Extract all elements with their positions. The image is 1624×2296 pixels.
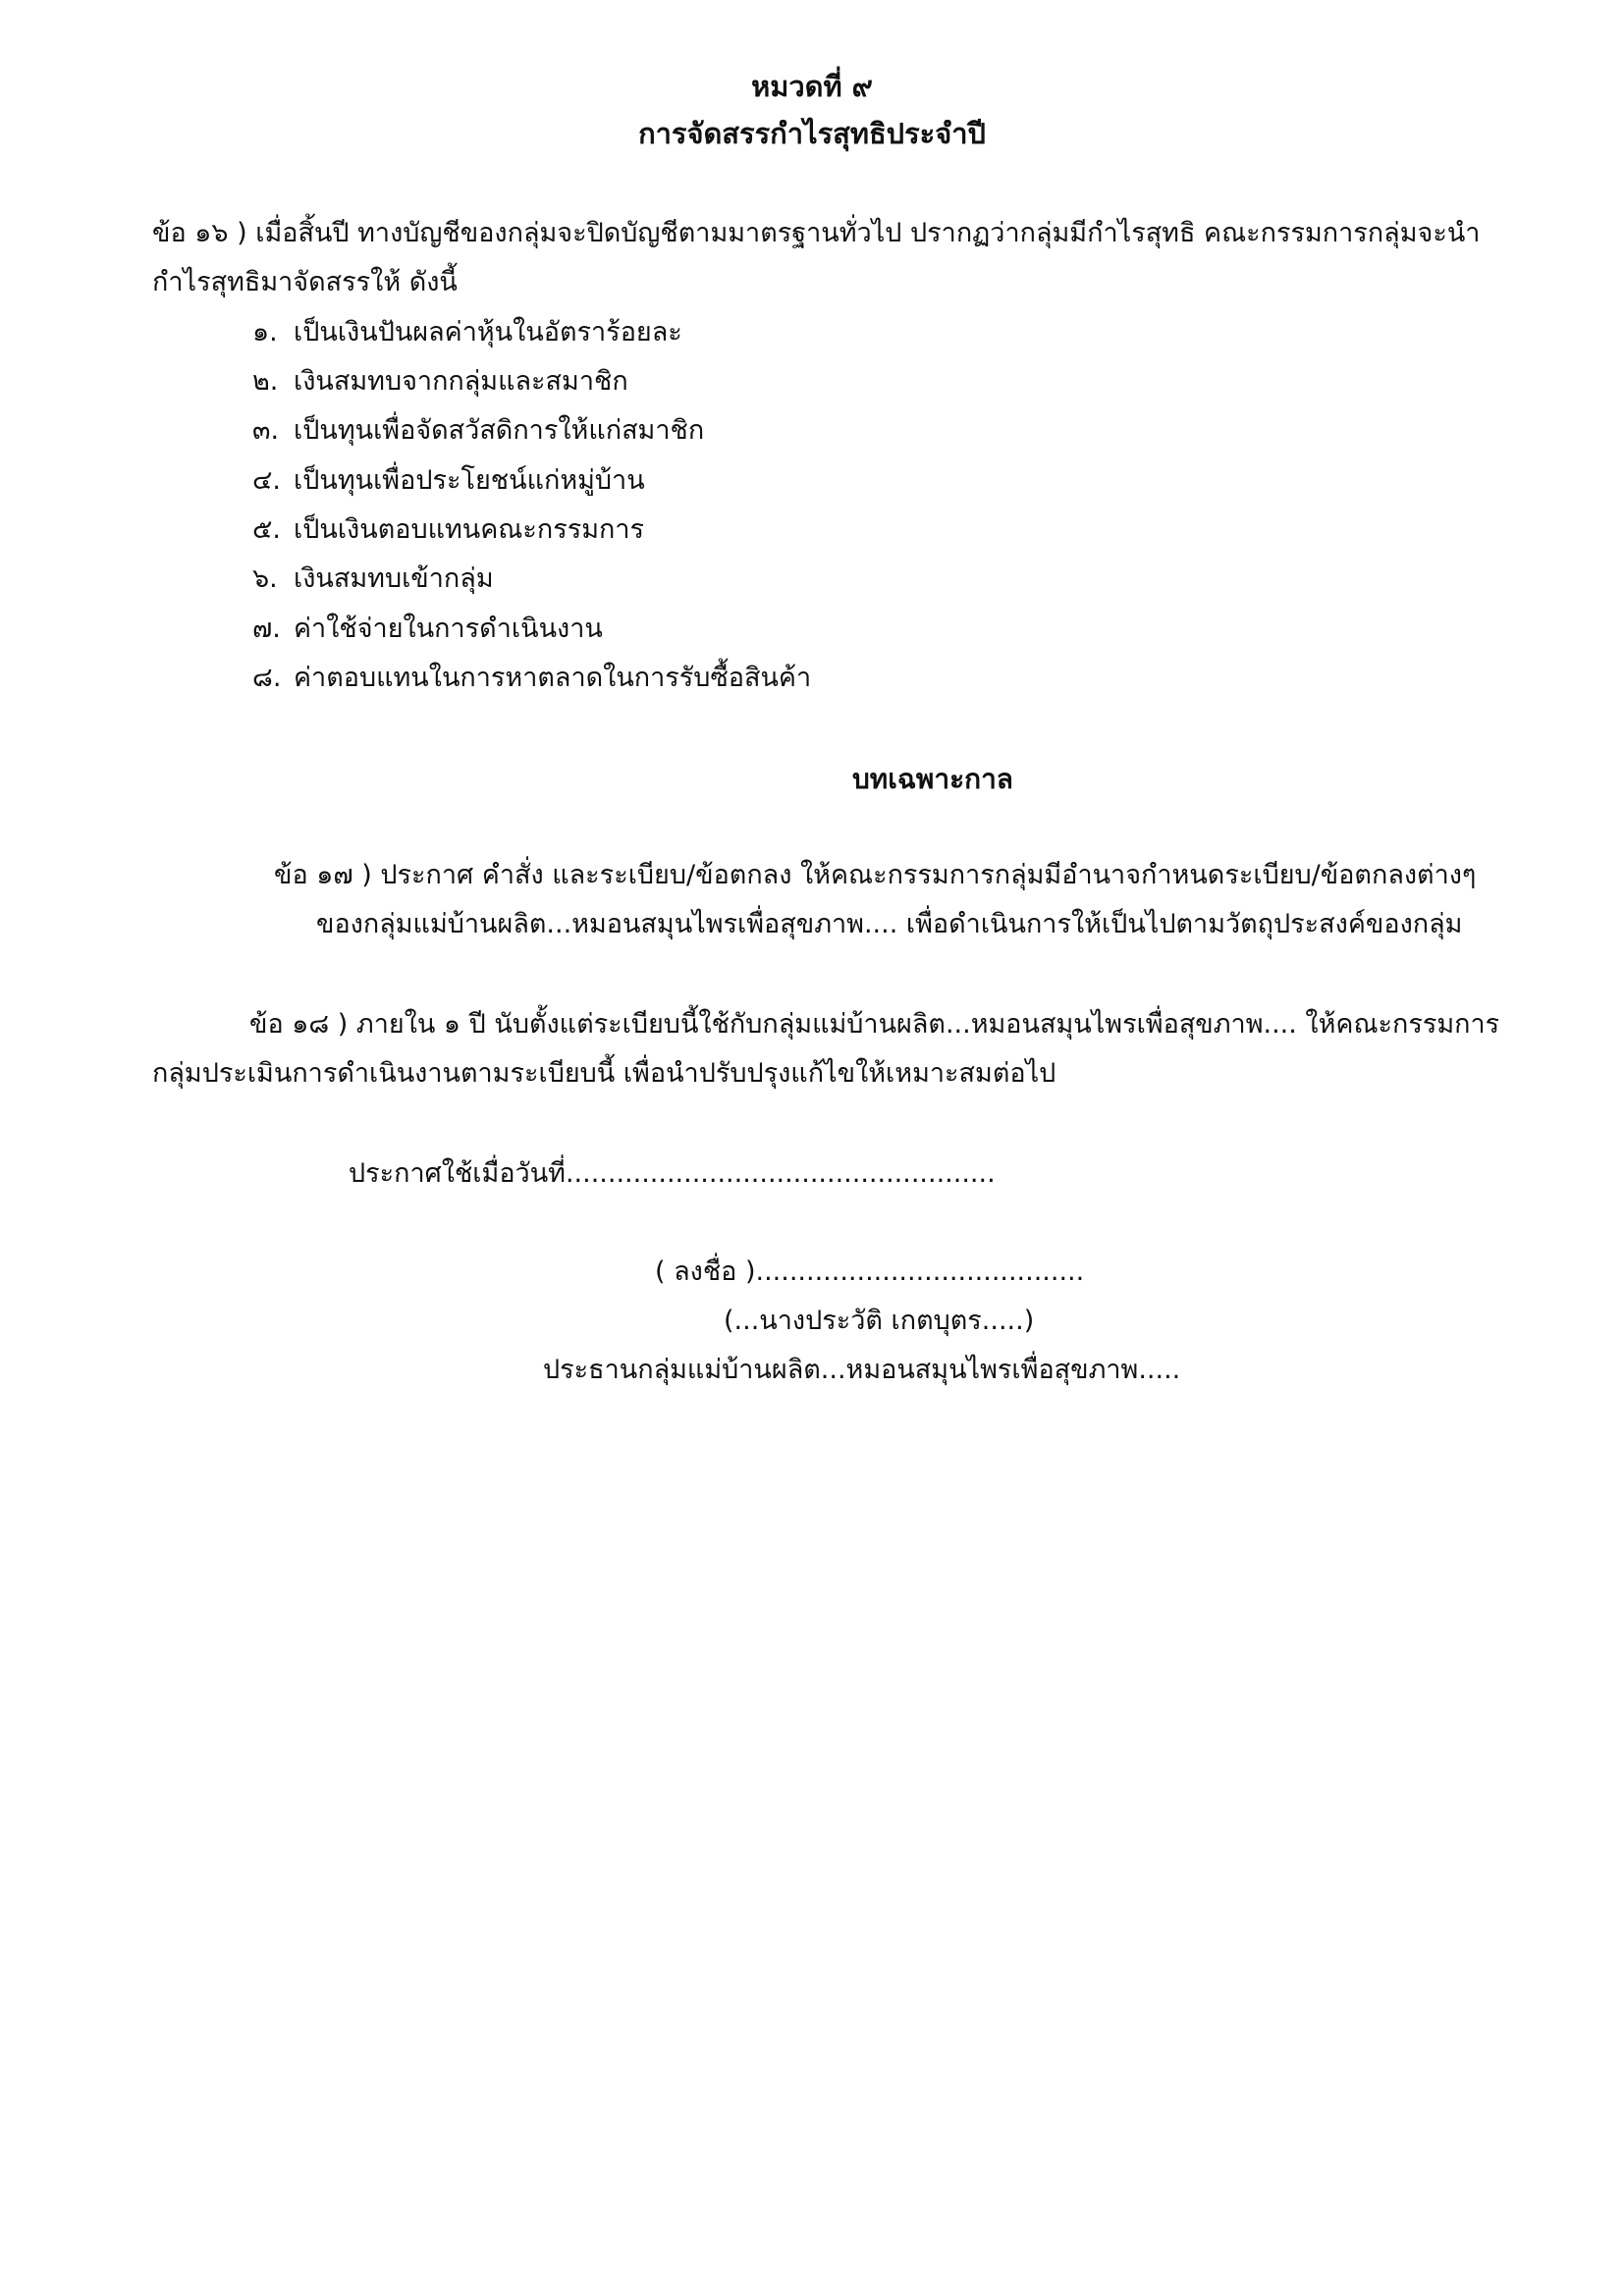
signature-line: ( ลงชื่อ )....................................... — [655, 1256, 1085, 1287]
list-item — [252, 659, 811, 698]
list-item-text: เงินสมทบจากกลุ่มและสมาชิก — [294, 366, 628, 397]
list-item-number: ๑. — [252, 317, 278, 347]
list-item-text: เป็นเงินตอบแทนคณะกรรมการ — [294, 514, 645, 545]
list-item-number: ๕. — [252, 514, 282, 545]
chapter-title: หมวดที่ ๙ — [751, 70, 873, 103]
list-item-text: ค่าใช้จ่ายในการดำเนินงาน — [294, 614, 603, 644]
clause-16-line-1: ข้อ ๑๖ ) เมื่อสิ้นปี ทางบัญชีของกลุ่มจะปิดบัญชีตามมาตรฐานทั่วไป ปรากฏว่ากลุ่มมีกำไรสุทธิ คณะกรรมการกลุ่มจะนำ — [152, 218, 1481, 248]
clause-16-line-2: กำไรสุทธิมาจัดสรรให้ ดังนี้ — [152, 267, 458, 297]
list-item-text: เงินสมทบเข้ากลุ่ม — [294, 563, 494, 594]
list-item-text: เป็นเงินปันผลค่าหุ้นในอัตราร้อยละ — [294, 317, 682, 347]
list-item-number: ๓. — [252, 415, 280, 446]
list-item — [252, 610, 603, 649]
clause-18-line-1: ข้อ ๑๘ ) ภายใน ๑ ปี นับตั้งแต่ระเบียบนี้ใช้กับกลุ่มแม่บ้านผลิต...หมอนสมุนไพรเพื่อสุขภาพ.... ให้คณะกรรมการ — [249, 1009, 1500, 1040]
announcement-date-line: ประกาศใช้เมื่อวันที่................................................... — [349, 1158, 996, 1189]
list-item-text: เป็นทุนเพื่อจัดสวัสดิการให้แก่สมาชิก — [294, 415, 705, 446]
list-item-text: เป็นทุนเพื่อประโยชน์แก่หมู่บ้าน — [294, 465, 645, 496]
chapter-subtitle: การจัดสรรกำไรสุทธิประจำปี — [638, 117, 986, 150]
list-item — [252, 411, 704, 451]
list-item — [252, 560, 494, 599]
clause-17-line-2: ของกลุ่มแม่บ้านผลิต...หมอนสมุนไพรเพื่อสุขภาพ.... เพื่อดำเนินการให้เป็นไปตามวัตถุประสงค์ของกลุ่ม — [316, 909, 1463, 939]
signer-position: ประธานกลุ่มแม่บ้านผลิต...หมอนสมุนไพรเพื่อสุขภาพ..... — [543, 1355, 1181, 1385]
list-item — [252, 313, 682, 352]
signer-name: (...นางประวัติ เกตบุตร.....) — [724, 1306, 1035, 1336]
clause-18-line-2: กลุ่มประเมินการดำเนินงานตามระเบียบนี้ เพื่อนำปรับปรุงแก้ไขให้เหมาะสมต่อไป — [152, 1058, 1056, 1089]
list-item-number: ๒. — [252, 366, 279, 397]
list-item-number: ๘. — [252, 663, 282, 693]
clause-17-line-1: ข้อ ๑๗ ) ประกาศ คำสั่ง และระเบียบ/ข้อตกลง ให้คณะกรรมการกลุ่มมีอำนาจกำหนดระเบียบ/ข้อตกลงต่างๆ — [274, 860, 1477, 890]
list-item-number: ๖. — [252, 563, 278, 594]
list-item — [252, 510, 644, 550]
list-item — [252, 461, 645, 501]
list-item-number: ๗. — [252, 614, 281, 644]
list-item-number: ๔. — [252, 465, 282, 496]
transitional-provisions-title: บทเฉพาะกาล — [852, 763, 1013, 795]
list-item — [252, 362, 628, 401]
list-item-text: ค่าตอบแทนในการหาตลาดในการรับซื้อสินค้า — [294, 663, 812, 693]
